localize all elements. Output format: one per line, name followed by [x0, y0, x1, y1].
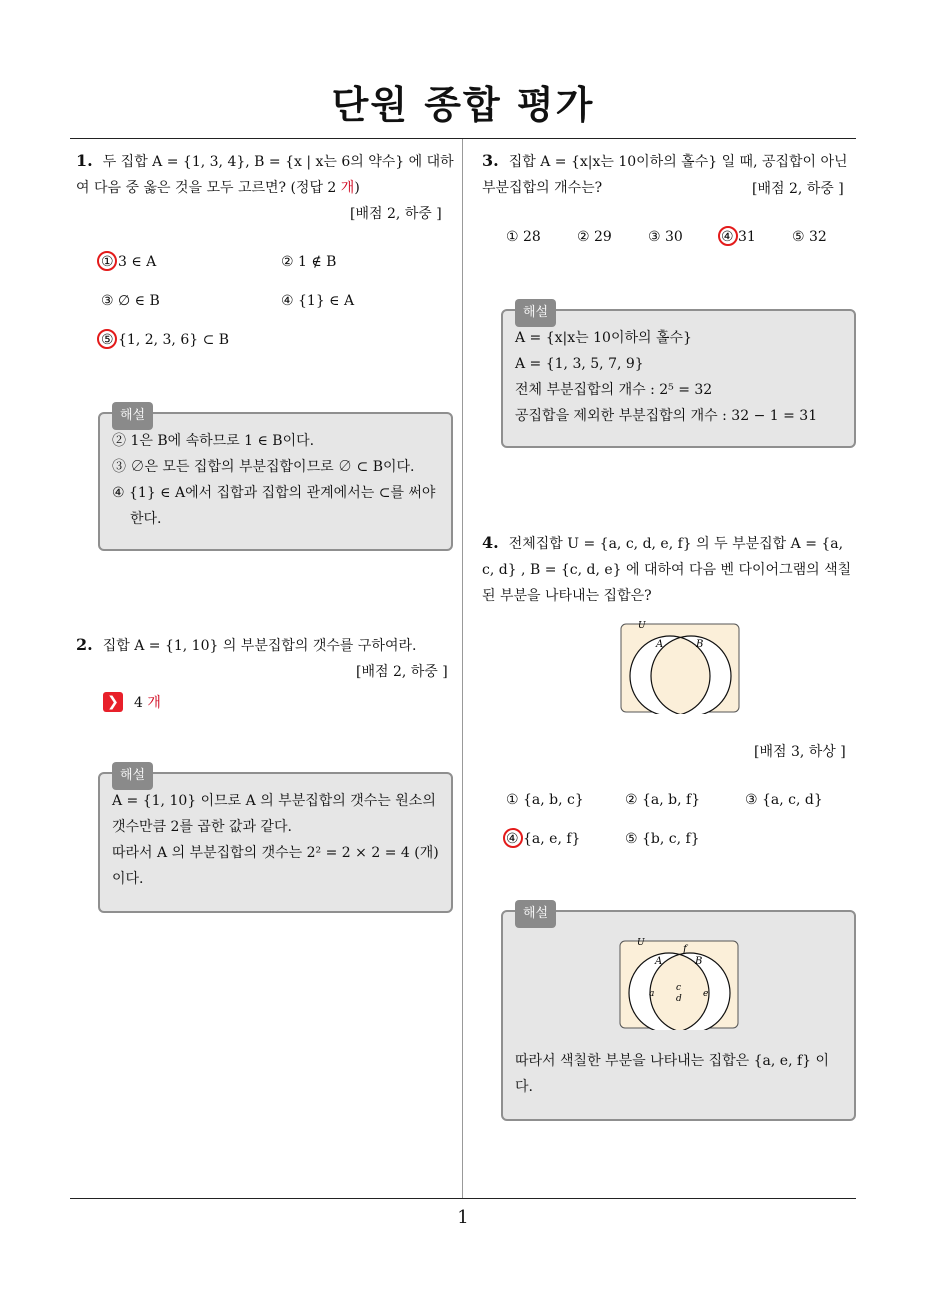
top-rule	[70, 138, 856, 139]
question-text: 전체집합 U = {a, c, d, e, f} 의 두 부분집합 A = {a, c, d} , B = {c, d, e} 에 대하여 다음 벤 다이어그램의 색칠된 부분을 나타내는 집합은?	[482, 536, 852, 604]
choice-4[interactable]: ④ {a, e, f}	[506, 831, 581, 847]
question-1	[76, 148, 454, 201]
venn-label-b: B	[696, 639, 704, 650]
venn-element-only-a: a	[648, 989, 654, 999]
answer-unit: 개	[340, 180, 355, 196]
choice-4[interactable]: ④ 31	[721, 229, 756, 245]
answer-arrow-icon: ❯	[103, 692, 123, 712]
venn-diagram	[620, 620, 740, 714]
page-title: 단원 종합 평가	[331, 83, 595, 127]
venn-label-b: B	[694, 956, 702, 967]
venn-element-both-bottom: d	[675, 994, 682, 1004]
explanation-tag: 해설	[112, 762, 153, 790]
venn-element-both-top: c	[675, 983, 681, 993]
choice-2[interactable]: ② 29	[577, 229, 612, 245]
explanation-tag: 해설	[515, 299, 556, 327]
explanation-line: 공집합을 제외한 부분집합의 개수 : 32 − 1 = 31	[515, 408, 818, 424]
choice-5[interactable]: ⑤ {b, c, f}	[625, 831, 700, 847]
explanation-tag: 해설	[112, 402, 153, 430]
question-meta: [배점 2, 하중 ]	[350, 206, 442, 222]
answer-unit: 개	[147, 695, 161, 711]
question-text: 두 집합 A = {1, 3, 4}, B = {x | x는 6의 약수} 에 대하여 다음 중 옳은 것을 모두 고르면? (정답 2	[76, 154, 454, 196]
column-divider	[462, 139, 463, 1199]
choice-2[interactable]: ② {a, b, f}	[625, 792, 701, 808]
question-meta: [배점 2, 하중 ]	[752, 181, 844, 197]
choice-1[interactable]: ① 3 ∈ A	[101, 254, 157, 270]
question-number: 3.	[482, 151, 499, 170]
explanation-line: ④ {1} ∈ A에서 집합과 집합의 관계에서는 ⊂를 써야 한다.	[112, 485, 436, 527]
question-number: 4.	[482, 533, 499, 552]
choice-3[interactable]: ③ 30	[648, 229, 683, 245]
venn-label-a: A	[654, 956, 662, 967]
question-2	[76, 632, 460, 659]
choice-5[interactable]: ⑤ 32	[792, 229, 827, 245]
explanation-box	[98, 768, 453, 913]
explanation-box	[501, 305, 856, 448]
bottom-rule	[70, 1198, 856, 1199]
explanation-line: A = {1, 3, 5, 7, 9}	[515, 356, 644, 372]
explanation-line: ③ ∅은 모든 집합의 부분집합이므로 ∅ ⊂ B이다.	[112, 459, 415, 475]
venn-element-only-b: e	[702, 989, 708, 999]
answer-value: 4	[134, 695, 143, 711]
explanation-box	[501, 906, 856, 1121]
explanation-box	[98, 408, 453, 551]
explanation-line: 전체 부분집합의 개수 : 2⁵ = 32	[515, 382, 713, 398]
explanation-line: 따라서 색칠한 부분을 나타내는 집합은 {a, e, f} 이다.	[515, 1053, 830, 1095]
question-number: 2.	[76, 635, 93, 654]
explanation-line: A = {x|x는 10이하의 홀수}	[515, 330, 692, 346]
paren-close: )	[354, 180, 360, 196]
choice-5[interactable]: ⑤ {1, 2, 3, 6} ⊂ B	[101, 332, 230, 348]
venn-label-u: U	[636, 938, 645, 948]
explanation-tag: 해설	[515, 900, 556, 928]
explanation-line: A = {1, 10} 이므로 A 의 부분집합의 갯수는 원소의 갯수만큼 2를 곱한 값과 같다.	[112, 793, 436, 835]
choice-1[interactable]: ① 28	[506, 229, 541, 245]
question-meta: [배점 2, 하중 ]	[356, 664, 448, 680]
question-number: 1.	[76, 151, 93, 170]
question-text: 집합 A = {x|x는 10이하의 홀수} 일 때, 공집합이 아닌 부분집합의 개수는?	[482, 154, 848, 196]
choice-3[interactable]: ③ ∅ ∈ B	[101, 293, 160, 309]
choice-2[interactable]: ② 1 ∉ B	[281, 254, 337, 270]
venn-label-a: A	[656, 639, 664, 650]
question-text: 집합 A = {1, 10} 의 부분집합의 갯수를 구하여라.	[102, 638, 417, 654]
explanation-line: ② 1은 B에 속하므로 1 ∈ B이다.	[112, 433, 315, 449]
question-4	[482, 530, 858, 609]
venn-label-u: U	[638, 621, 646, 631]
choice-1[interactable]: ① {a, b, c}	[506, 792, 584, 808]
page-number: 1	[457, 1207, 469, 1228]
explanation-line: 따라서 A 의 부분집합의 갯수는 2² = 2 × 2 = 4 (개)이다.	[112, 845, 439, 887]
answer	[134, 692, 161, 712]
explanation-venn-diagram	[619, 938, 739, 1030]
choice-3[interactable]: ③ {a, c, d}	[745, 792, 823, 808]
venn-element-outside: f	[682, 944, 687, 955]
choice-4[interactable]: ④ {1} ∈ A	[281, 293, 355, 309]
question-meta: [배점 3, 하상 ]	[754, 744, 846, 760]
